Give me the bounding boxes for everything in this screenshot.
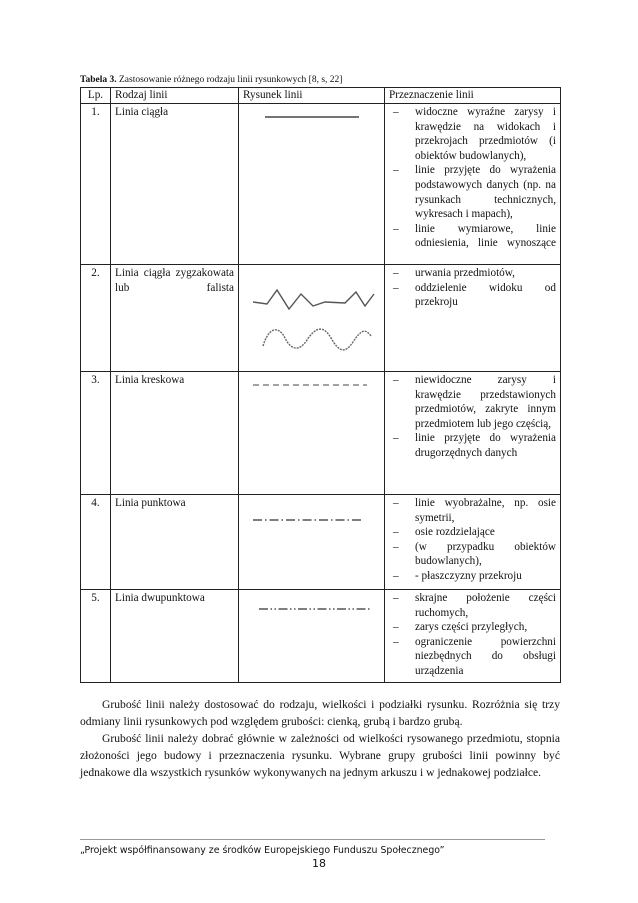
line-type-name: Linia dwupunktowa <box>111 590 239 683</box>
table-row <box>81 265 561 372</box>
table-row <box>81 590 561 683</box>
header-line-purpose: Przeznaczenie linii <box>385 88 561 104</box>
purpose-item: – urwania przedmiotów, <box>389 266 556 281</box>
purpose-item: – niewidoczne zarysy i krawędzie przedstawionych przedmiotów, zakryte innym przedmiotem lub jego częścią, <box>389 373 556 431</box>
purpose-item: – osie rozdzielające <box>389 525 556 540</box>
purpose-item: – linie wymiarowe, linie odniesienia, linie wynoszące <box>389 222 556 251</box>
table-caption <box>80 75 342 85</box>
table-caption-text: Zastosowanie różnego rodzaju linii rysunkowych [8, s, 22] <box>118 75 343 85</box>
body-paragraph: Grubość linii należy dostosować do rodzaju, wielkości i podziałki rysunku. Rozróżnia się trzy odmiany linii rysunkowych pod względem grubości: cienką, grubą i bardzo grubą. <box>80 698 560 728</box>
row-number: 1. <box>81 104 111 265</box>
line-purpose-cell <box>385 372 561 495</box>
line-type-name: Linia punktowa <box>111 495 239 590</box>
table-header-row <box>81 88 561 104</box>
line-purpose-cell <box>385 104 561 265</box>
purpose-item: – linie wyobrażalne, np. osie symetrii, <box>389 496 556 525</box>
purpose-item: – linie przyjęte do wyrażenia podstawowych danych (np. na rysunkach technicznych, wykresach i mapach), <box>389 163 556 221</box>
table-row <box>81 372 561 495</box>
body-text <box>80 696 560 781</box>
footer-divider <box>80 839 545 840</box>
row-number: 2. <box>81 265 111 372</box>
purpose-item: – ograniczenie powierzchni niezbędnych do obsługi urządzenia <box>389 635 556 679</box>
footer-funding-note: „Projekt współfinansowany ze środków Europejskiego Funduszu Społecznego” <box>80 845 445 856</box>
table-row <box>81 495 561 590</box>
purpose-item: – widoczne wyraźne zarysy i krawędzie na widokach i przekrojach przedmiotów (i obiektów budowlanych), <box>389 105 556 163</box>
page-number: 18 <box>312 857 326 870</box>
line-purpose-cell <box>385 590 561 683</box>
line-types-table <box>80 87 561 683</box>
body-paragraph: Grubość linii należy dobrać głównie w zależności od wielkości rysowanego przedmiotu, stopnia złożoności jego budowy i przeznaczenia rysunku. Wybrane grupy grubości linii powinny być jednakowe dla wszystkich rysunków wykonywanych na jednym arkuszu i w jednakowej podziałce. <box>80 732 560 779</box>
row-number: 3. <box>81 372 111 495</box>
line-type-name-text: Linia ciągła zygzakowata lub falista <box>115 267 234 294</box>
zigzag-wavy-line-drawing <box>239 265 385 372</box>
header-line-drawing: Rysunek linii <box>239 88 385 104</box>
purpose-item: – zarys części przyległych, <box>389 620 556 635</box>
purpose-item: – - płaszczyzny przekroju <box>389 569 556 584</box>
row-number: 5. <box>81 590 111 683</box>
purpose-item: – skrajne położenie części ruchomych, <box>389 591 556 620</box>
solid-line-drawing <box>239 104 385 265</box>
header-line-type: Rodzaj linii <box>111 88 239 104</box>
table-row <box>81 104 561 265</box>
purpose-item: – (w przypadku obiektów budowlanych), <box>389 540 556 569</box>
line-purpose-cell <box>385 495 561 590</box>
dash-double-dot-line-drawing <box>239 590 385 683</box>
dash-dot-line-drawing <box>239 495 385 590</box>
line-type-name <box>111 265 239 372</box>
line-type-name: Linia kreskowa <box>111 372 239 495</box>
line-type-name: Linia ciągła <box>111 104 239 265</box>
purpose-item: – oddzielenie widoku od przekroju <box>389 281 556 310</box>
line-purpose-cell <box>385 265 561 372</box>
dashed-line-drawing <box>239 372 385 495</box>
table-caption-label: Tabela 3. <box>80 75 117 85</box>
row-number: 4. <box>81 495 111 590</box>
purpose-item: – linie przyjęte do wyrażenia drugorzędnych danych <box>389 431 556 460</box>
header-lp: Lp. <box>81 88 111 104</box>
